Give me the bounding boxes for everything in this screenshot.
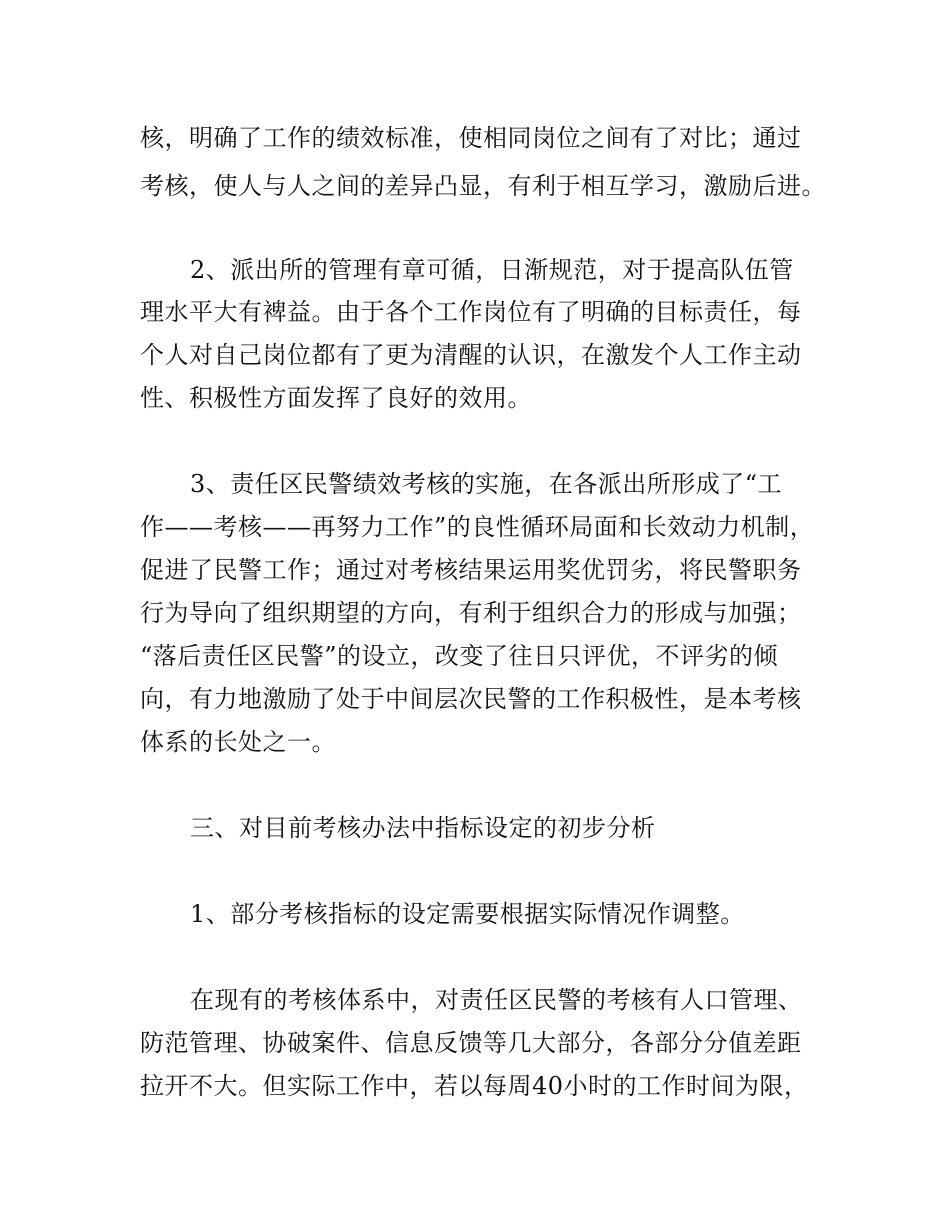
text-line: 2、派出所的管理有章可循，日渐规范，对于提高队伍管	[190, 256, 794, 284]
text-line: 体系的长处之一。	[140, 728, 336, 756]
text-line: 个人对自己岗位都有了更为清醒的认识，在激发个人工作主动	[140, 341, 802, 369]
text-line: 作——考核——再努力工作”的良性循环局面和长效动力机制，	[140, 513, 815, 541]
text-line: 核，明确了工作的绩效标准，使相同岗位之间有了对比；通过	[140, 124, 802, 152]
text-line: 在现有的考核体系中，对责任区民警的考核有人口管理、	[190, 986, 803, 1014]
text-line: “落后责任区民警”的设立，改变了往日只评优，不评劣的倾	[140, 642, 779, 670]
text-line: 向，有力地激励了处于中间层次民警的工作积极性，是本考核	[140, 685, 802, 713]
text-line: 行为导向了组织期望的方向，有利于组织合力的形成与加强；	[140, 599, 802, 627]
text-line: 理水平大有裨益。由于各个工作岗位有了明确的目标责任，每	[140, 298, 802, 326]
text-line: 3、责任区民警绩效考核的实施，在各派出所形成了“工	[190, 470, 783, 498]
text-line: 拉开不大。但实际工作中，若以每周40小时的工作时间为限，	[140, 1072, 809, 1100]
text-line: 促进了民警工作；通过对考核结果运用奖优罚劣，将民警职务	[140, 556, 802, 584]
section-heading: 三、对目前考核办法中指标设定的初步分析	[190, 814, 656, 842]
text-line: 性、积极性方面发挥了良好的效用。	[140, 384, 532, 412]
text-line: 考核，使人与人之间的差异凸显，有利于相互学习，激励后进。	[140, 172, 826, 200]
text-line: 防范管理、协破案件、信息反馈等几大部分，各部分分值差距	[140, 1029, 802, 1057]
subsection-heading: 1、部分考核指标的设定需要根据实际情况作调整。	[190, 900, 745, 928]
